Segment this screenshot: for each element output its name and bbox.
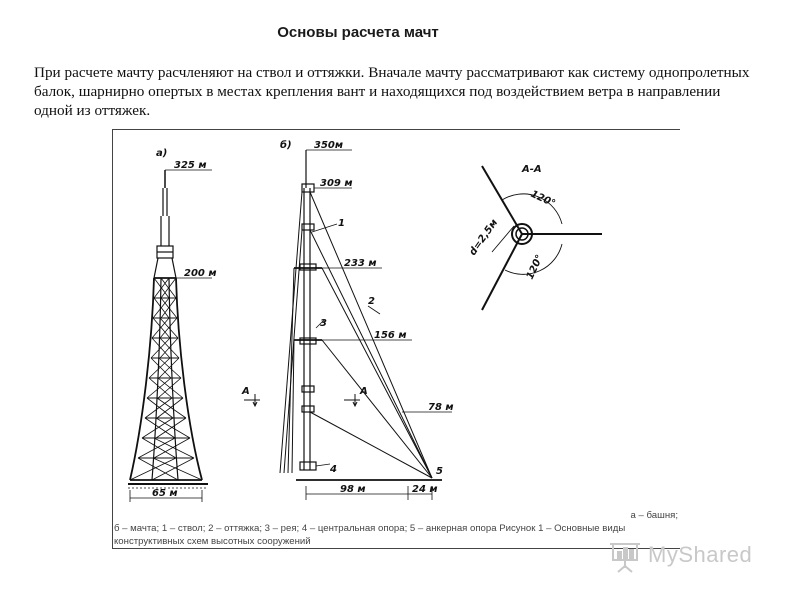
mast-label: б) xyxy=(280,140,292,151)
tower-base-width: 65 м xyxy=(152,488,178,499)
section-title: А-А xyxy=(522,164,542,175)
tower-drawing xyxy=(128,170,212,502)
tower-mid-height: 200 м xyxy=(184,268,217,279)
mast-height-2: 233 м xyxy=(344,258,377,269)
section-angle-top: 120° xyxy=(528,188,557,210)
page-title: Основы расчета мачт xyxy=(277,24,439,41)
watermark xyxy=(608,538,768,574)
mast-height-1: 309 м xyxy=(320,178,353,189)
part-number-3: 3 xyxy=(320,318,327,329)
presentation-board-icon xyxy=(608,538,644,574)
part-number-5: 5 xyxy=(436,466,443,477)
section-mark-right: А xyxy=(360,386,368,397)
mast-span-1: 98 м xyxy=(340,484,366,495)
tower-top-height: 325 м xyxy=(174,160,207,171)
mast-span-2: 24 м xyxy=(412,484,438,495)
section-diameter: d=2,5м xyxy=(467,217,501,258)
tower-label: а) xyxy=(156,148,168,159)
figure-caption xyxy=(114,509,680,549)
mast-height-3: 156 м xyxy=(374,330,407,341)
caption-line-a: а – башня; xyxy=(630,510,678,521)
part-number-2: 2 xyxy=(368,296,375,307)
section-mark-left: А xyxy=(242,386,250,397)
watermark-text: MyShared xyxy=(648,542,753,567)
part-number-1: 1 xyxy=(338,218,345,229)
mast-top-height: 350м xyxy=(314,140,344,151)
part-number-4: 4 xyxy=(330,464,337,475)
mast-height-4: 78 м xyxy=(428,402,454,413)
mast-drawing xyxy=(244,150,452,500)
caption-line-main: б – мачта; 1 – ствол; 2 – оттяжка; 3 – рея; 4 – центральная опора; 5 – анкерная опора Рисунок 1 – Основные виды конструктивных схем высотных сооружений xyxy=(114,523,626,547)
section-angle-bottom: 120° xyxy=(524,253,546,282)
figure-drawing xyxy=(112,128,680,550)
intro-paragraph: При расчете мачту расчленяют на ствол и оттяжки. Вначале мачту рассматривают как систему однопролетных балок, шарнирно опертых в местах крепления вант и находящихся под воздействием ветра в направлении одной из оттяжек. xyxy=(34,64,750,119)
section-drawing xyxy=(482,166,602,310)
